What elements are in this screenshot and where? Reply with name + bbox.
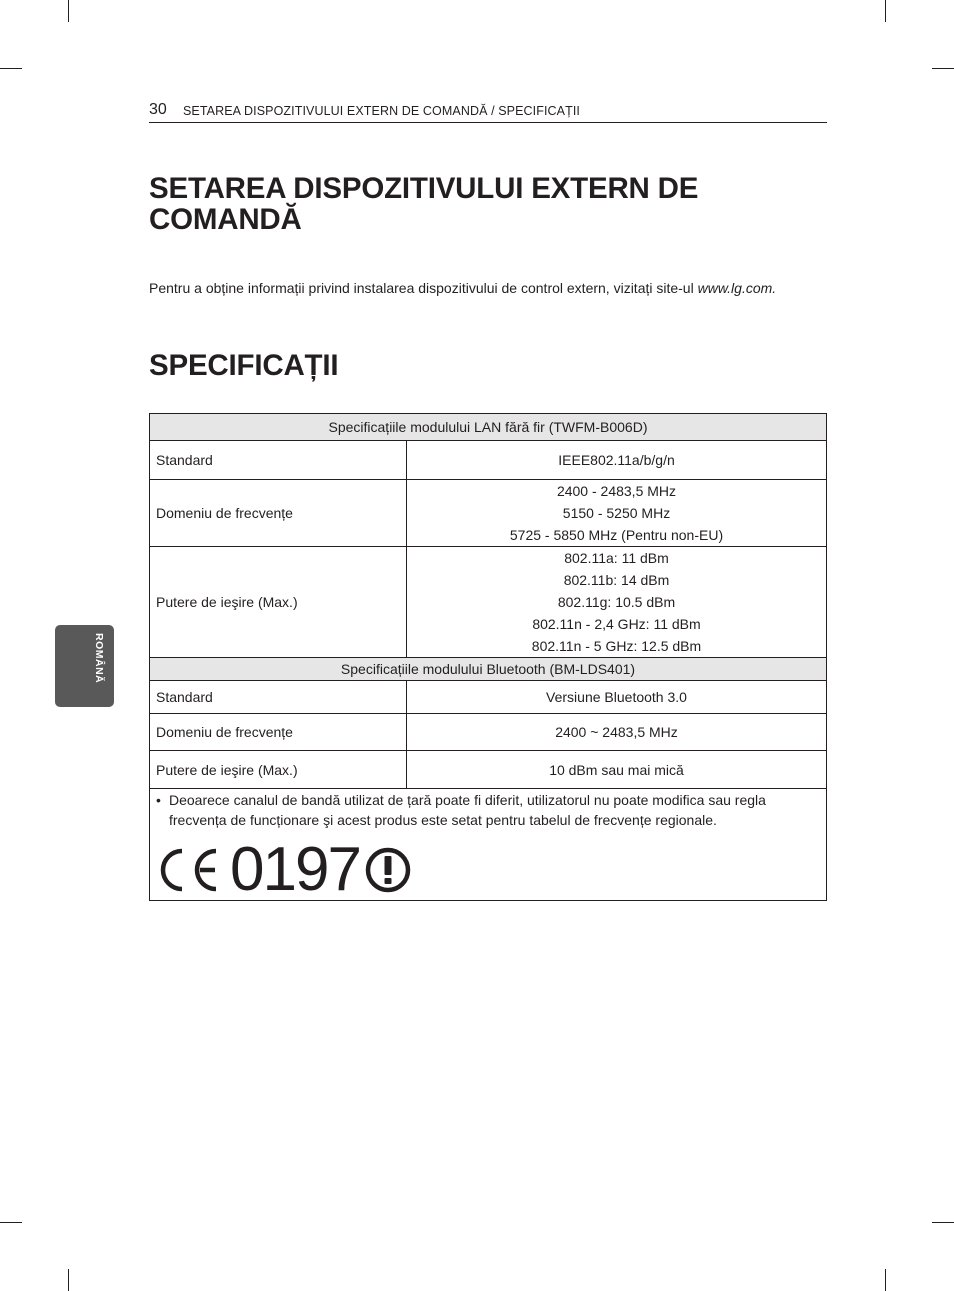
spec-value — [407, 681, 827, 714]
specifications-table — [149, 413, 827, 904]
spec-value-line: IEEE802.11a/b/g/n — [558, 452, 675, 468]
table-row — [150, 441, 827, 480]
crop-mark — [0, 1222, 22, 1223]
spec-label: Putere de ieşire (Max.) — [150, 547, 407, 658]
crop-mark — [0, 68, 22, 69]
spec-label: Standard — [150, 441, 407, 480]
table-row — [150, 547, 827, 658]
spec-label: Domeniu de frecvențe — [150, 714, 407, 751]
regulatory-note-text: Deoarece canalul de bandă utilizat de țară poate fi diferit, utilizatorul nu poate modifica sau regla frecvența de funcționare şi acest produs este setat pentru tabelul de frecvențe regionale. — [169, 792, 766, 828]
spec-value-line: 2400 - 2483,5 MHz — [556, 483, 677, 499]
table-row — [150, 714, 827, 751]
section-title-setup: SETAREA DISPOZITIVULUI EXTERN DE COMANDĂ — [149, 172, 699, 236]
crop-mark — [932, 1222, 954, 1223]
crop-mark — [932, 68, 954, 69]
alert-circle-icon — [364, 846, 412, 894]
bullet-icon: • — [156, 792, 161, 808]
ce-marking — [156, 835, 820, 904]
spec-value — [407, 480, 827, 547]
spec-value-line: 802.11g: 10.5 dBm — [557, 594, 676, 610]
regulatory-note-cell — [150, 789, 827, 904]
crop-mark — [68, 0, 69, 22]
spec-value-line: 802.11b: 14 dBm — [563, 572, 670, 588]
crop-mark — [68, 1269, 69, 1291]
spec-value-line: 5150 - 5250 MHz — [562, 505, 671, 521]
spec-value-line: 10 dBm sau mai mică — [549, 761, 684, 778]
spec-value-line: 802.11a: 11 dBm — [564, 550, 669, 566]
spec-value-line: 2400 ~ 2483,5 MHz — [555, 724, 678, 740]
website-link: www.lg.com. — [697, 280, 777, 296]
bluetooth-module-heading: Specificațiile modulului Bluetooth (BM-LDS401) — [150, 658, 827, 681]
crop-mark — [885, 1269, 886, 1291]
spec-value — [407, 714, 827, 751]
ce-mark-icon — [156, 845, 222, 895]
table-row — [150, 681, 827, 714]
lan-module-heading: Specificațiile modulului LAN fără fir (TWFM-B006D) — [150, 414, 827, 441]
intro-text: Pentru a obține informații privind instalarea dispozitivului de control extern, vizitați site-ul — [149, 280, 694, 296]
page-number: 30 — [149, 101, 167, 118]
notified-body-number: 0197 — [230, 835, 360, 904]
spec-value-line: 802.11n - 5 GHz: 12.5 dBm — [531, 638, 702, 654]
regulatory-note — [156, 791, 820, 830]
crop-mark — [885, 0, 886, 22]
spec-label: Domeniu de frecvențe — [150, 480, 407, 547]
spec-value-line: 802.11n - 2,4 GHz: 11 dBm — [532, 616, 701, 632]
table-row — [150, 751, 827, 789]
table-row — [150, 658, 827, 681]
running-title: SETAREA DISPOZITIVULUI EXTERN DE COMANDĂ / SPECIFICAȚII — [183, 104, 580, 118]
table-row — [150, 414, 827, 441]
spec-value — [407, 441, 827, 480]
table-row — [150, 480, 827, 547]
spec-value — [407, 751, 827, 789]
spec-value — [407, 547, 827, 658]
spec-value-line: 5725 - 5850 MHz (Pentru non-EU) — [509, 527, 724, 543]
spec-label: Standard — [150, 681, 407, 714]
table-row — [150, 789, 827, 901]
section-title-spec: SPECIFICAȚII — [149, 349, 339, 382]
language-tab-label: ROMÂNĂ — [93, 633, 105, 684]
spec-value-line: Versiune Bluetooth 3.0 — [546, 689, 687, 705]
language-tab — [55, 625, 114, 707]
spec-label: Putere de ieşire (Max.) — [150, 751, 407, 789]
page-header — [149, 101, 827, 123]
intro-paragraph — [149, 280, 776, 296]
